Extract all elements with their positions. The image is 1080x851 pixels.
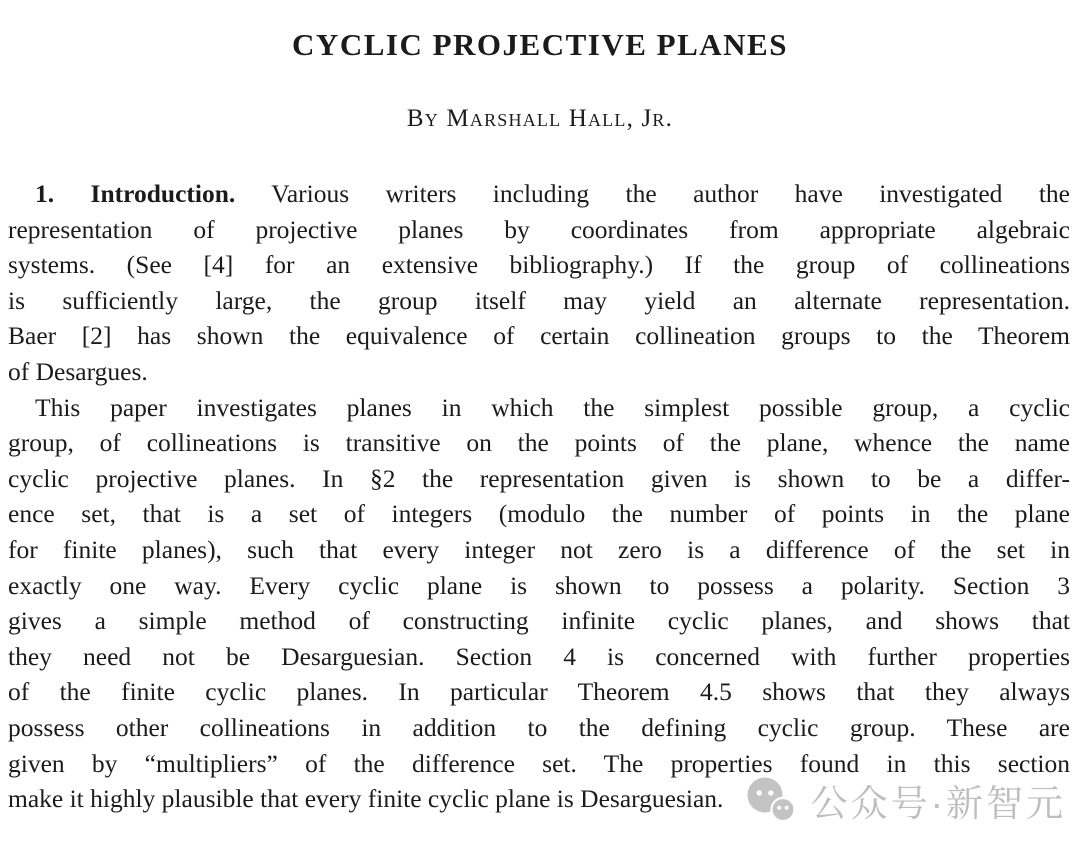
text-line: group, of collineations is transitive on the points of the plane, whence the name [8,428,1070,458]
article-body [8,176,1070,817]
text-line: of the finite cyclic planes. In particular Theorem 4.5 shows that they always [8,677,1070,707]
text-line: exactly one way. Every cyclic plane is shown to possess a polarity. Section 3 [8,570,1070,600]
text-line: systems. (See [4] for an extensive bibliography.) If the group of collineations [8,250,1070,280]
text-line: given by “multipliers” of the difference set. The properties found in this section [8,748,1070,778]
text-line: for finite planes), such that every integer not zero is a difference of the set in [8,534,1070,564]
page-title: CYCLIC PROJECTIVE PLANES [292,27,788,62]
watermark-text: 公众号·新智元 [810,783,1066,824]
text-line: ence set, that is a set of integers (modulo the number of points in the plane [8,499,1070,529]
text-line: 1. Introduction. Various writers including the author have investigated the [35,179,1070,208]
section-heading: 1. Introduction. [35,179,236,208]
watermark [745,773,1066,827]
text-line: they need not be Desarguesian. Section 4 is concerned with further properties [8,641,1070,671]
text-line: gives a simple method of constructing infinite cyclic planes, and shows that [8,606,1070,636]
text-line: representation of projective planes by coordinates from appropriate algebraic [8,214,1070,244]
text-line: is sufficiently large, the group itself may yield an alternate representation. [8,285,1070,315]
text-line: possess other collineations in addition to the defining cyclic group. These are [8,712,1070,742]
text-line: Baer [2] has shown the equivalence of certain collineation groups to the Theorem [8,321,1070,351]
text-line: cyclic projective planes. In §2 the representation given is shown to be a differ- [8,463,1070,493]
text-line: This paper investigates planes in which the simplest possible group, a cyclic [35,392,1070,422]
text-line: make it highly plausible that every finite cyclic plane is Desarguesian. [8,784,724,814]
wechat-official-account-logo [745,776,799,824]
text-line: of Desargues. [8,356,148,386]
byline: By Marshall Hall, Jr. [406,105,674,132]
